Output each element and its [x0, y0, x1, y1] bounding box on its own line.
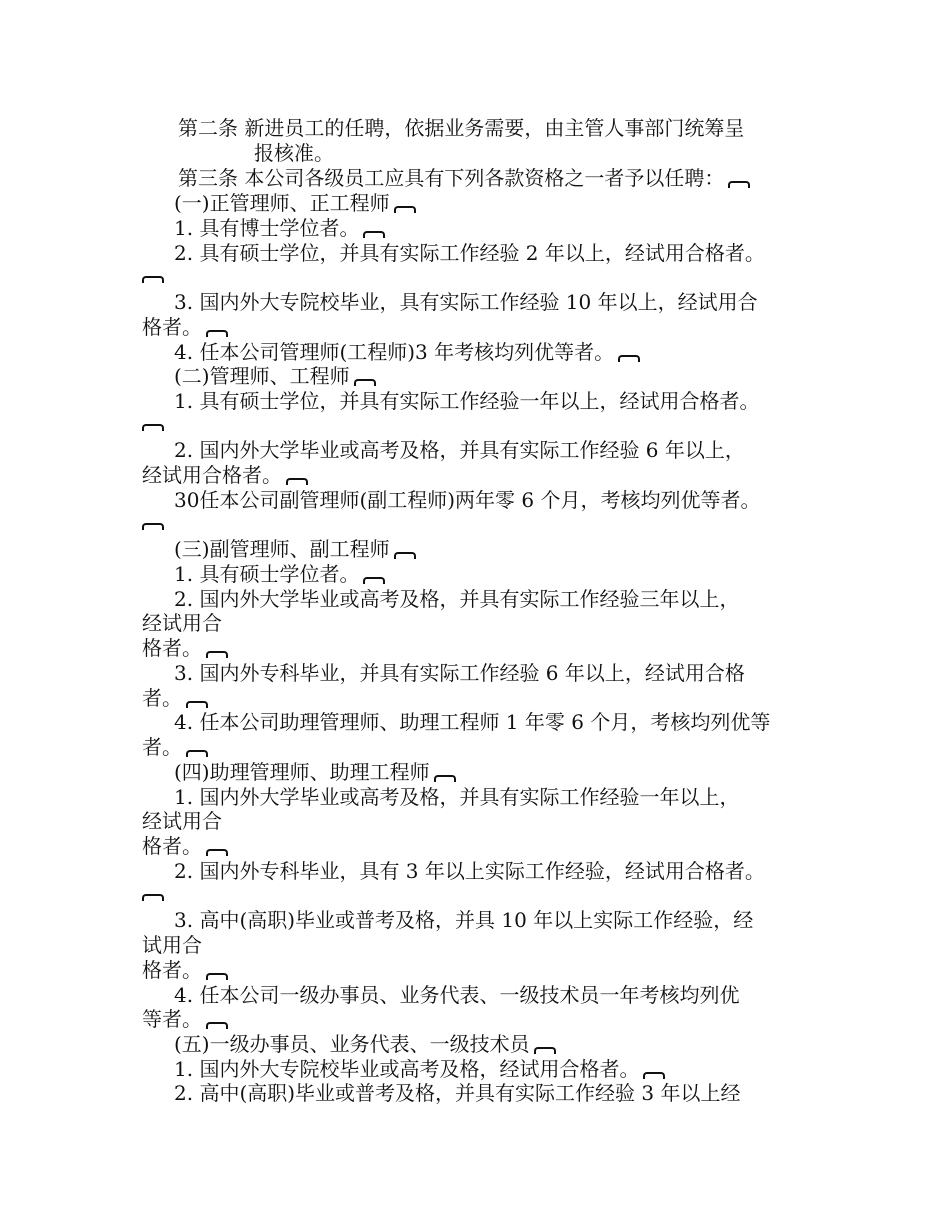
s1-item-4: 4. 任本公司管理师(工程师)3 年考核均列优等者。: [174, 340, 640, 364]
s3-item-2-line-1: 2. 国内外大学毕业或高考及格，并具有实际工作经验三年以上，: [174, 587, 740, 611]
paragraph-mark-icon: [363, 577, 385, 584]
s4-item-3-line-2: 试用合: [142, 933, 202, 957]
section-1-heading: (一)正管理师、正工程师: [174, 191, 416, 215]
paragraph-mark-icon: [286, 478, 308, 485]
section-2-heading: (二)管理师、工程师: [174, 364, 376, 388]
paragraph-mark-icon: [206, 651, 228, 658]
paragraph-mark-icon: [142, 424, 164, 431]
s4-item-3-line-1: 3. 高中(高职)毕业或普考及格，并具 10 年以上实际工作经验，经: [174, 908, 754, 932]
paragraph-mark-icon: [363, 231, 385, 238]
s2-item-1: 1. 具有硕士学位，并具有实际工作经验一年以上，经试用合格者。: [174, 389, 760, 413]
paragraph-mark-icon: [394, 552, 416, 559]
paragraph-mark-icon: [354, 379, 376, 386]
paragraph-mark-icon: [643, 1072, 665, 1079]
section-3-heading: (三)副管理师、副工程师: [174, 537, 416, 561]
s4-item-1-line-3: 格者。: [142, 834, 228, 858]
paragraph-mark-icon: [142, 894, 164, 901]
s3-item-3-line-1: 3. 国内外专科毕业，并具有实际工作经验 6 年以上，经试用合格: [174, 661, 745, 685]
paragraph-mark-icon: [186, 750, 208, 757]
s3-item-3-line-2: 者。: [142, 686, 208, 710]
paragraph-mark-icon: [434, 775, 456, 782]
s3-item-1: 1. 具有硕士学位者。: [174, 562, 385, 586]
paragraph-mark-icon: [206, 849, 228, 856]
s1-item-3-line-2: 格者。: [142, 315, 228, 339]
s1-item-3-line-1: 3. 国内外大专院校毕业，具有实际工作经验 10 年以上，经试用合: [174, 290, 758, 314]
s4-item-4-line-1: 4. 任本公司一级办事员、业务代表、一级技术员一年考核均列优: [174, 983, 740, 1007]
paragraph-mark-icon: [728, 181, 750, 188]
section-5-heading: (五)一级办事员、业务代表、一级技术员: [174, 1032, 556, 1056]
paragraph-mark-icon: [206, 330, 228, 337]
s5-item-1: 1. 国内外大专院校毕业或高考及格，经试用合格者。: [174, 1057, 665, 1081]
s3-item-2-line-3: 格者。: [142, 636, 228, 660]
s4-item-3-line-3: 格者。: [142, 958, 228, 982]
article-2-line-2: 报核准。: [254, 141, 334, 165]
s4-item-1-line-2: 经试用合: [142, 809, 222, 833]
s1-item-1: 1. 具有博士学位者。: [174, 216, 385, 240]
s3-item-4-line-2: 者。: [142, 735, 208, 759]
article-2-line-1: 第二条 新进员工的任聘，依据业务需要，由主管人事部门统筹呈: [178, 116, 745, 140]
paragraph-mark-icon: [394, 206, 416, 213]
s4-item-2: 2. 国内外专科毕业，具有 3 年以上实际工作经验，经试用合格者。: [174, 859, 765, 883]
article-3-line: 第三条 本公司各级员工应具有下列各款资格之一者予以任聘：: [178, 166, 750, 190]
s3-item-2-line-2: 经试用合: [142, 611, 222, 635]
paragraph-mark-icon: [142, 276, 164, 283]
paragraph-mark-icon: [206, 1022, 228, 1029]
paragraph-mark-icon: [618, 355, 640, 362]
s2-item-2-line-2: 经试用合格者。: [142, 463, 308, 487]
paragraph-mark-icon: [206, 973, 228, 980]
s2-item-2-line-1: 2. 国内外大学毕业或高考及格，并具有实际工作经验 6 年以上，: [174, 438, 745, 462]
section-4-heading: (四)助理管理师、助理工程师: [174, 760, 456, 784]
paragraph-mark-icon: [534, 1047, 556, 1054]
s2-item-3: 30任本公司副管理师(副工程师)两年零 6 个月，考核均列优等者。: [174, 488, 761, 512]
paragraph-mark-icon: [142, 523, 164, 530]
s5-item-2: 2. 高中(高职)毕业或普考及格，并具有实际工作经验 3 年以上经: [174, 1081, 741, 1105]
s4-item-4-line-2: 等者。: [142, 1007, 228, 1031]
paragraph-mark-icon: [186, 701, 208, 708]
s3-item-4-line-1: 4. 任本公司助理管理师、助理工程师 1 年零 6 个月，考核均列优等: [174, 710, 771, 734]
s1-item-2: 2. 具有硕士学位，并具有实际工作经验 2 年以上，经试用合格者。: [174, 241, 765, 265]
s4-item-1-line-1: 1. 国内外大学毕业或高考及格，并具有实际工作经验一年以上，: [174, 785, 740, 809]
